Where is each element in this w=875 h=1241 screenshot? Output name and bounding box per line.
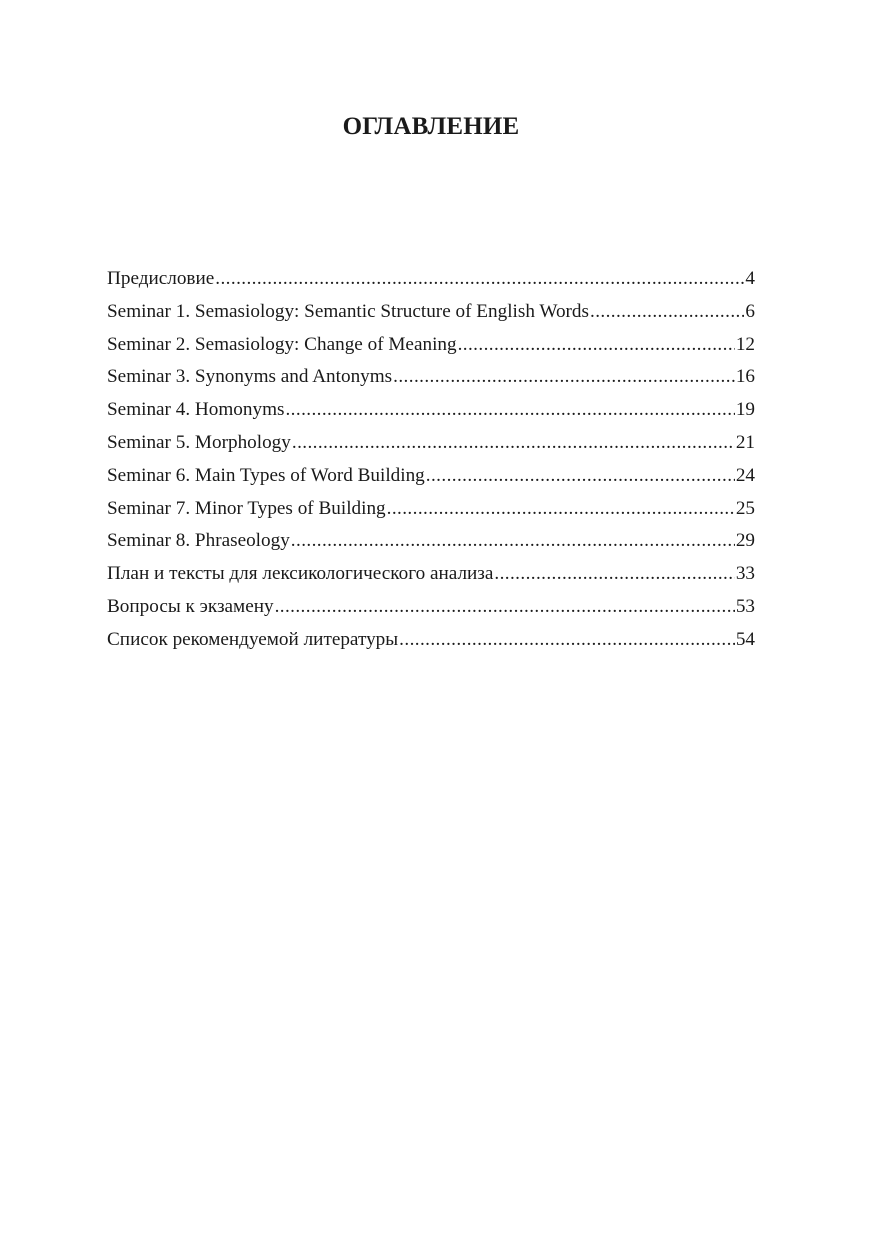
toc-entry-page: 21 xyxy=(735,431,755,453)
toc-entry-title: Вопросы к экзамену xyxy=(107,595,274,617)
toc-entry-title: План и тексты для лексикологического анализа xyxy=(107,563,494,585)
table-of-contents xyxy=(107,263,755,657)
toc-entry xyxy=(107,329,755,362)
toc-entry-title: Seminar 3. Synonyms and Antonyms xyxy=(107,366,393,388)
toc-entry xyxy=(107,525,755,558)
dot-leader xyxy=(292,427,735,460)
dot-leader xyxy=(393,361,735,394)
dot-leader xyxy=(590,296,744,329)
toc-entry-page: 19 xyxy=(735,399,755,421)
toc-entry-page: 33 xyxy=(735,563,755,585)
toc-entry-page: 53 xyxy=(735,595,755,617)
toc-entry xyxy=(107,394,755,427)
toc-entry-title: Seminar 8. Phraseology xyxy=(107,530,290,552)
toc-entry xyxy=(107,493,755,526)
toc-entry xyxy=(107,296,755,329)
toc-entry xyxy=(107,558,755,591)
dot-leader xyxy=(291,525,735,558)
dot-leader xyxy=(275,591,735,624)
toc-entry-page: 29 xyxy=(735,530,755,552)
toc-entry-title: Seminar 7. Minor Types of Building xyxy=(107,497,386,519)
toc-entry xyxy=(107,591,755,624)
toc-entry xyxy=(107,624,755,657)
dot-leader xyxy=(426,460,735,493)
toc-entry-title: Seminar 6. Main Types of Word Building xyxy=(107,464,425,486)
toc-entry-page: 24 xyxy=(735,464,755,486)
toc-entry-title: Seminar 4. Homonyms xyxy=(107,399,285,421)
toc-entry-title: Seminar 5. Morphology xyxy=(107,431,291,453)
toc-entry-page: 12 xyxy=(735,333,755,355)
toc-entry xyxy=(107,263,755,296)
dot-leader xyxy=(494,558,734,591)
toc-entry-page: 16 xyxy=(735,366,755,388)
toc-entry-page: 25 xyxy=(735,497,755,519)
dot-leader xyxy=(399,624,735,657)
toc-entry-title: Seminar 1. Semasiology: Semantic Structure of English Words xyxy=(107,300,589,322)
toc-entry-title: Seminar 2. Semasiology: Change of Meaning xyxy=(107,333,457,355)
toc-entry xyxy=(107,460,755,493)
toc-entry xyxy=(107,427,755,460)
toc-entry-page: 6 xyxy=(745,300,755,322)
toc-entry-title: Предисловие xyxy=(107,268,215,289)
toc-entry-page: 54 xyxy=(735,628,755,650)
toc-entry-page: 4 xyxy=(745,268,755,289)
page-title: ОГЛАВЛЕНИЕ xyxy=(342,113,520,140)
toc-entry-title: Список рекомендуемой литературы xyxy=(107,628,399,650)
dot-leader xyxy=(387,493,735,526)
dot-leader xyxy=(215,263,744,296)
dot-leader xyxy=(285,394,734,427)
dot-leader xyxy=(458,329,735,362)
toc-entry xyxy=(107,361,755,394)
